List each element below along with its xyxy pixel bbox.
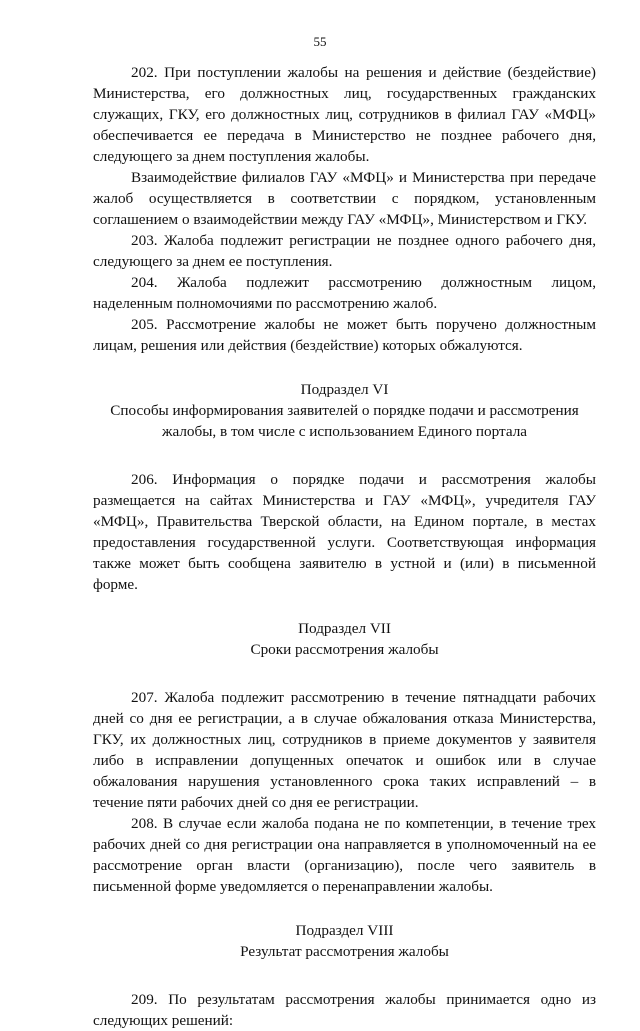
paragraph-205: 205. Рассмотрение жалобы не может быть поручено должностным лицам, решения или действия (бездействие) которых обжалуются. <box>93 316 596 354</box>
paragraph-interaction: Взаимодействие филиалов ГАУ «МФЦ» и Министерства при передаче жалоб осуществляется в соответствии с порядком, установленным соглашением о взаимодействии между ГАУ «МФЦ», Министерством и ГКУ. <box>93 169 596 228</box>
document-body <box>93 62 596 1031</box>
paragraph-203: 203. Жалоба подлежит регистрации не позднее одного рабочего дня, следующего за днем ее поступления. <box>93 232 596 270</box>
paragraph-208: 208. В случае если жалоба подана не по компетенции, в течение трех рабочих дней со дня регистрации она направляется в уполномоченный на ее рассмотрение орган власти (организацию), после чего заявитель в письменной форме уведомляется о перенаправлении жалобы. <box>93 815 596 895</box>
section-7-title: Подраздел VII <box>298 620 391 637</box>
page-number: 55 <box>313 34 327 49</box>
section-6-title: Подраздел VI <box>300 381 389 398</box>
section-7-subtitle: Сроки рассмотрения жалобы <box>250 641 439 658</box>
paragraph-202: 202. При поступлении жалобы на решения и действие (бездействие) Министерства, его должностных лиц, государственных гражданских служащих, ГКУ, его должностных лиц, сотрудников в филиал ГАУ «МФЦ» обеспечивается ее передача в Министерство не позднее рабочего дня, следующего за днем поступления жалобы. <box>93 64 596 165</box>
paragraph-206: 206. Информация о порядке подачи и рассмотрения жалобы размещается на сайтах Министерства и ГАУ «МФЦ», учредителя ГАУ «МФЦ», Правительства Тверской области, на Едином портале, в местах предоставления государственной услуги. Соответствующая информация также может быть сообщена заявителю в устной и (или) в письменной форме. <box>93 471 596 593</box>
paragraph-204: 204. Жалоба подлежит рассмотрению должностным лицом, наделенным полномочиями по рассмотрению жалоб. <box>93 274 596 312</box>
section-8-title: Подраздел VIII <box>295 922 394 939</box>
section-8-subtitle: Результат рассмотрения жалобы <box>240 943 449 960</box>
paragraph-209: 209. По результатам рассмотрения жалобы принимается одно из следующих решений: <box>93 991 596 1029</box>
section-6-subtitle: Способы информирования заявителей о порядке подачи и рассмотрения жалобы, в том числе с использованием Единого портала <box>110 402 579 440</box>
paragraph-207: 207. Жалоба подлежит рассмотрению в течение пятнадцати рабочих дней со дня ее регистрации, а в случае обжалования отказа Министерства, ГКУ, их должностных лиц, сотрудников в приеме документов у заявителя либо в исправлении допущенных опечаток и ошибок или в случае обжалования нарушения установленного срока таких исправлений – в течение пяти рабочих дней со дня ее регистрации. <box>93 689 596 811</box>
